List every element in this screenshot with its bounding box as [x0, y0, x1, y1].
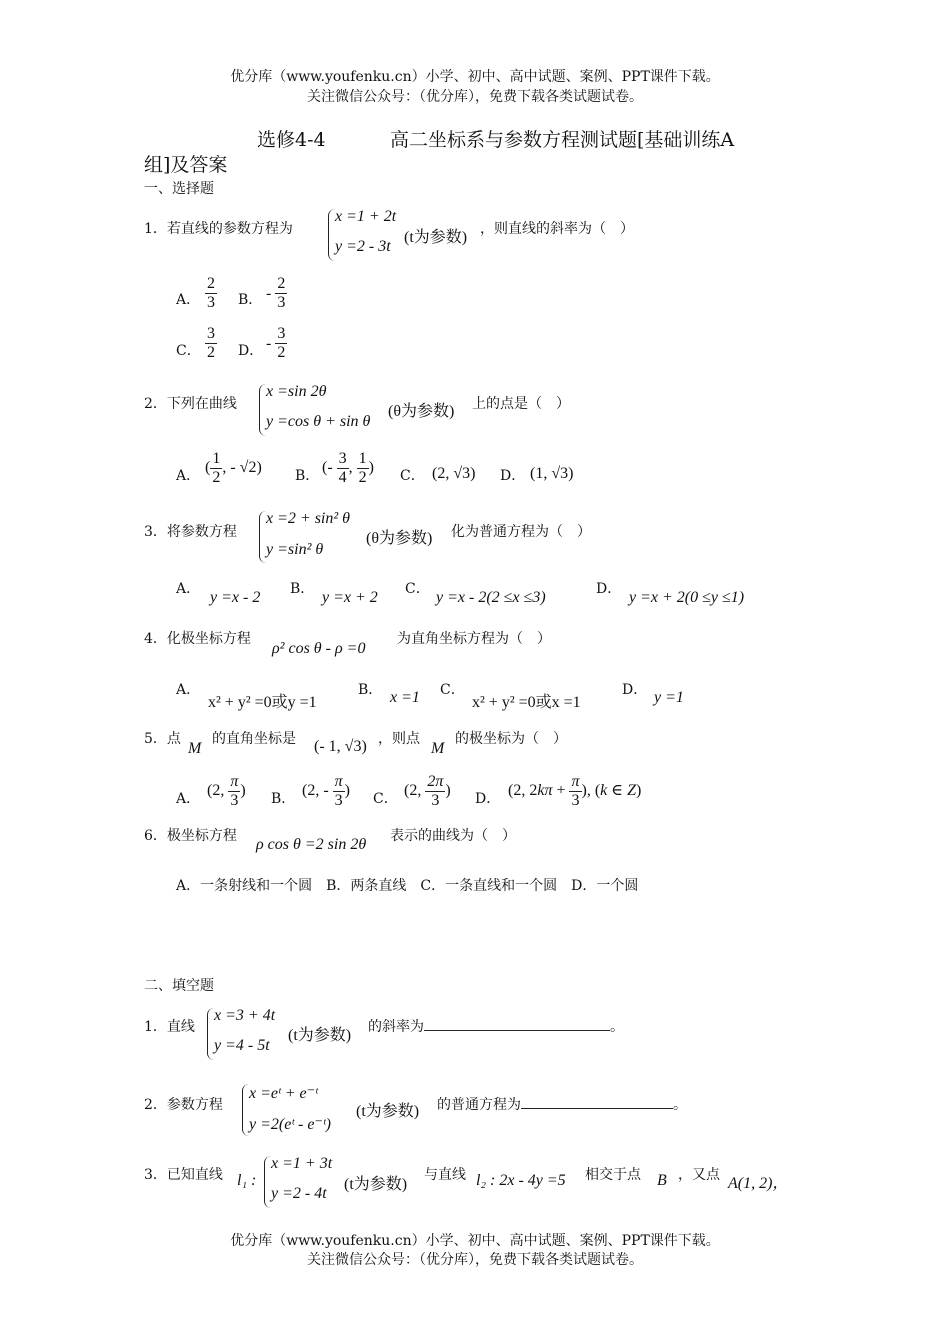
q2-label-a: A．	[176, 468, 201, 484]
q1-option-b: - $\frac{2}{3}$	[266, 275, 286, 311]
q1-label-c: C．	[176, 343, 201, 359]
q3-brace	[259, 511, 266, 563]
q3-label-c: C．	[405, 581, 430, 597]
header-line-2: 关注微信公众号：（优分库），免费下载各类试题试卷。	[307, 89, 643, 105]
f3-eq1: x =1 + 3t	[271, 1155, 333, 1172]
q3-option-a: y =x - 2	[210, 589, 261, 606]
f2-number: 2．	[144, 1097, 167, 1113]
q5-label-b: B．	[271, 791, 296, 807]
q2-option-c: (2, √3)	[432, 465, 476, 482]
f2-text-b: 的普通方程为	[437, 1097, 521, 1113]
f2-eq1: x =eᵗ + e⁻ᵗ	[249, 1085, 318, 1102]
q1-eq2: y =2 - 3t	[335, 238, 391, 255]
f1-text-b: 的斜率为	[368, 1019, 424, 1035]
q5-text-a: 点	[166, 731, 181, 747]
title-part-2: 高二坐标系与参数方程测试题[基础训练A	[390, 129, 735, 151]
q2-option-d: (1, √3)	[530, 465, 574, 482]
f3-text-a: 已知直线	[166, 1167, 223, 1183]
q1-label-d: D．	[238, 343, 264, 359]
q1-number: 1．	[144, 221, 167, 237]
q6-text-b: 表示的曲线为（ ）	[390, 828, 516, 844]
footer-line-1: 优分库（www.youfenku.cn）小学、初中、高中试题、案例、PPT课件下载。	[230, 1233, 720, 1249]
section-choice-heading: 一、选择题	[144, 181, 214, 197]
q4-text-b: 为直角坐标方程为（ ）	[397, 631, 551, 647]
f2-brace	[242, 1084, 249, 1136]
f3-point-a: A(1, 2)，	[728, 1175, 789, 1192]
q4-label-c: C．	[440, 682, 465, 698]
q3-label-a: A．	[176, 581, 201, 597]
q1-option-a: $\frac{2}{3}$	[207, 275, 215, 311]
q4-eq: ρ² cos θ - ρ =0	[272, 640, 366, 657]
q5-text-d: 的极坐标为（ ）	[455, 731, 567, 747]
q5-label-c: C．	[373, 791, 398, 807]
f3-param: (t为参数)	[344, 1176, 408, 1193]
q1-option-c: $\frac{3}{2}$	[207, 325, 215, 361]
footer-line-2: 关注微信公众号：（优分库），免费下载各类试题试卷。	[307, 1252, 643, 1268]
q5-label-a: A．	[176, 791, 201, 807]
f3-text-b: 与直线	[424, 1167, 466, 1183]
q5-number: 5．	[144, 731, 167, 747]
f1-text-a: 直线	[166, 1019, 195, 1035]
f1-brace	[207, 1008, 214, 1060]
q1-option-d: - $\frac{3}{2}$	[266, 325, 286, 361]
q3-option-b: y =x + 2	[322, 589, 378, 606]
q6-options: A．一条射线和一个圆 B．两条直线 C．一条直线和一个圆 D．一个圆	[176, 878, 639, 894]
q4-option-a: x² + y² =0或y =1	[208, 694, 317, 711]
q5-text-c: ，则点	[378, 731, 420, 747]
q5-coord: (- 1, √3)	[314, 738, 367, 755]
q4-option-d: y =1	[654, 689, 684, 706]
f1-eq2: y =4 - 5t	[214, 1037, 270, 1054]
q5-m-1: M	[188, 740, 202, 757]
q4-label-d: D．	[622, 682, 648, 698]
q3-param: (θ为参数)	[366, 530, 433, 547]
q2-eq1: x =sin 2θ	[266, 383, 327, 400]
f2-text-a: 参数方程	[166, 1097, 223, 1113]
q4-text-a: 化极坐标方程	[166, 631, 251, 647]
q3-text-a: 将参数方程	[166, 524, 237, 540]
q6-eq: ρ cos θ =2 sin 2θ	[256, 836, 367, 853]
q1-brace	[328, 209, 335, 261]
q1-text-a: 若直线的参数方程为	[166, 221, 293, 237]
q4-option-b: x =1	[390, 689, 420, 706]
q5-option-a: (2, $\frac{\pi}{3}$ )	[207, 773, 246, 809]
f3-text-d: ，又点	[678, 1167, 720, 1183]
q3-label-d: D．	[596, 581, 622, 597]
q3-text-b: 化为普通方程为（ ）	[451, 524, 591, 540]
f2-end: 。	[673, 1097, 687, 1113]
q2-option-a: ( $\frac{1}{2}$ , - √2)	[205, 450, 262, 486]
header-line-1: 优分库（www.youfenku.cn）小学、初中、高中试题、案例、PPT课件下载。	[230, 69, 720, 85]
f1-number: 1．	[144, 1019, 167, 1035]
q2-option-b: (- $\frac{3}{4}$ , $\frac{1}{2}$ )	[322, 450, 374, 486]
q5-option-c: (2, $\frac{2\pi}{3}$ )	[404, 773, 451, 809]
title-part-1: 选修4-4	[257, 129, 326, 151]
q2-label-d: D．	[500, 468, 526, 484]
q3-eq2: y =sin² θ	[266, 541, 324, 558]
q3-option-c: y =x - 2(2 ≤x ≤3)	[436, 589, 546, 606]
q2-brace	[259, 384, 266, 436]
f2-param: (t为参数)	[356, 1103, 420, 1120]
q6-number: 6．	[144, 828, 167, 844]
title-part-3: 组]及答案	[144, 154, 228, 176]
q5-text-b: 的直角坐标是	[212, 731, 296, 747]
q5-option-d: (2, 2kπ + $\frac{\pi}{3}$ ), (k ∈ Z)	[508, 773, 642, 809]
f3-text-c: 相交于点	[585, 1167, 641, 1183]
f3-number: 3．	[144, 1167, 167, 1183]
q2-number: 2．	[144, 396, 167, 412]
f2-answer-blank[interactable]	[521, 1094, 673, 1109]
q4-number: 4．	[144, 631, 167, 647]
q2-label-c: C．	[400, 468, 425, 484]
f3-l1: l₁ :	[237, 1172, 257, 1189]
f3-point-b: B	[657, 1172, 667, 1189]
q3-eq1: x =2 + sin² θ	[266, 510, 351, 527]
q5-m-2: M	[431, 740, 445, 757]
q5-label-d: D．	[475, 791, 501, 807]
q4-option-c: x² + y² =0或x =1	[472, 694, 581, 711]
q4-label-b: B．	[358, 682, 383, 698]
f3-eq2: y =2 - 4t	[271, 1185, 327, 1202]
q4-label-a: A．	[176, 682, 201, 698]
q2-param: (θ为参数)	[388, 403, 455, 420]
f3-brace	[264, 1156, 271, 1208]
q3-option-d: y =x + 2(0 ≤y ≤1)	[629, 589, 745, 606]
q1-label-a: A．	[176, 292, 201, 308]
q1-param: (t为参数)	[404, 229, 468, 246]
f3-l2: l₂ : 2x - 4y =5	[476, 1172, 566, 1189]
q1-text-b: ，则直线的斜率为（ ）	[480, 221, 634, 237]
q5-option-b: (2, - $\frac{\pi}{3}$ )	[302, 773, 350, 809]
q2-text-b: 上的点是（ ）	[472, 396, 570, 412]
f2-eq2: y =2(eᵗ - e⁻ᵗ)	[249, 1116, 331, 1133]
q3-label-b: B．	[290, 581, 315, 597]
section-fill-heading: 二、填空题	[144, 978, 214, 994]
q1-label-b: B．	[238, 292, 263, 308]
f1-param: (t为参数)	[288, 1027, 352, 1044]
q1-eq1: x =1 + 2t	[335, 208, 397, 225]
q6-text-a: 极坐标方程	[166, 828, 237, 844]
q3-number: 3．	[144, 524, 167, 540]
q2-eq2: y =cos θ + sin θ	[266, 413, 371, 430]
q2-label-b: B．	[295, 468, 320, 484]
f1-eq1: x =3 + 4t	[214, 1007, 276, 1024]
f1-answer-blank[interactable]	[424, 1016, 610, 1031]
f1-end: 。	[610, 1019, 624, 1035]
q2-text-a: 下列在曲线	[166, 396, 237, 412]
